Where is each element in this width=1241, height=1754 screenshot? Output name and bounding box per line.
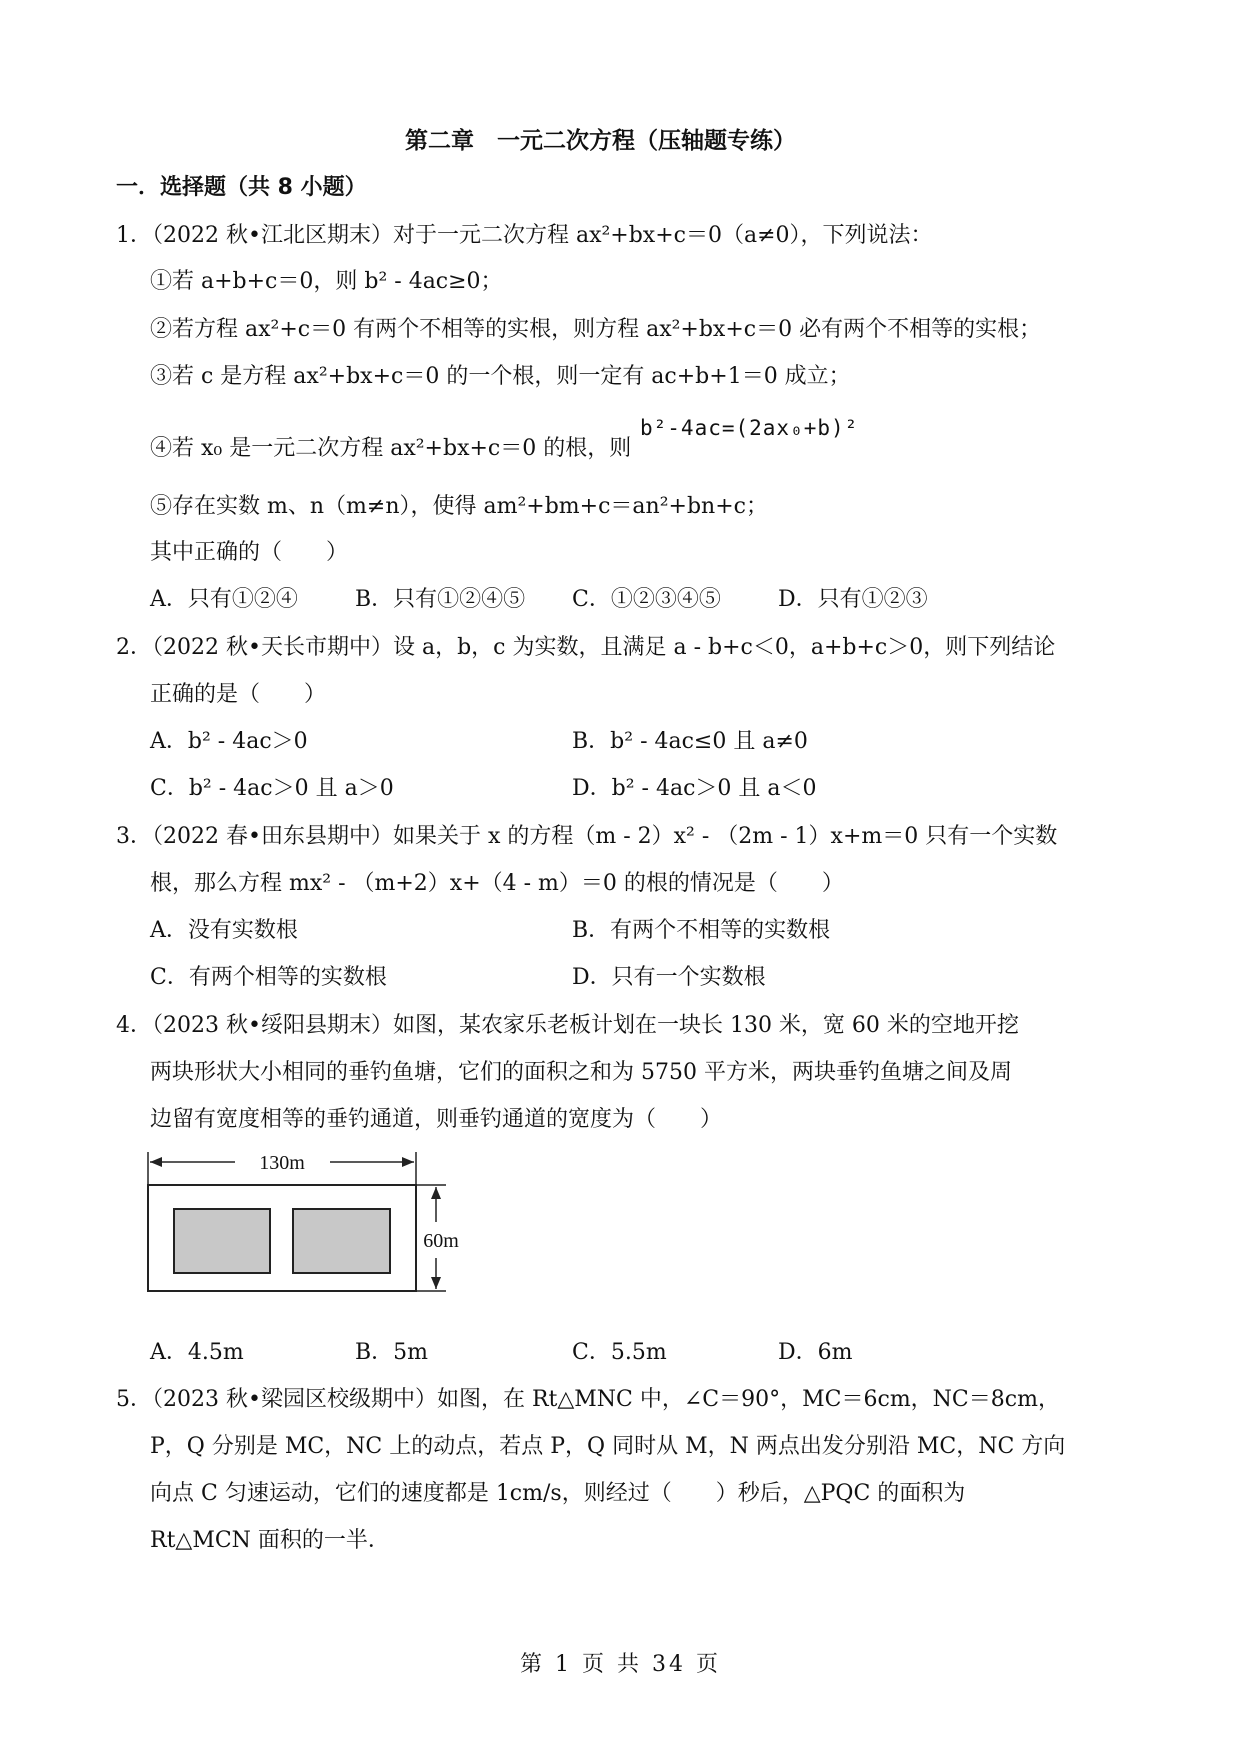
question-2-stem-line-2: 正确的是（ ） xyxy=(150,682,327,707)
question-4-stem-line-2: 两块形状大小相同的垂钓鱼塘，它们的面积之和为 5750 平方米，两块垂钓鱼塘之间及周 xyxy=(150,1060,1012,1085)
question-1-statement-1: ①若 a+b+c＝0，则 b² - 4ac≥0； xyxy=(150,269,503,294)
height-label: 60m xyxy=(423,1230,459,1252)
question-5-stem-line-1: 5．（2023 秋•梁园区校级期中）如图，在 Rt△MNC 中，∠C＝90°，MC＝6cm，NC＝8cm， xyxy=(116,1387,1060,1412)
question-1-option-b: B．只有①②④⑤ xyxy=(355,587,526,612)
question-5-stem-line-4: Rt△MCN 面积的一半． xyxy=(150,1528,390,1553)
question-1-option-a: A．只有①②④ xyxy=(150,587,298,612)
question-1-option-c: C．①②③④⑤ xyxy=(572,587,721,612)
page-number: 第 1 页 共 34 页 xyxy=(520,1652,721,1677)
section-heading: 一．选择题（共 8 小题） xyxy=(116,175,367,200)
question-3-stem-line-1: 3．（2022 春•田东县期中）如果关于 x 的方程（m - 2）x² - （2m - 1）x+m＝0 只有一个实数 xyxy=(116,824,1058,849)
question-3-option-c: C．有两个相等的实数根 xyxy=(150,965,387,990)
question-1-statement-2: ②若方程 ax²+c＝0 有两个不相等的实根，则方程 ax²+bx+c＝0 必有两个不相等的实根； xyxy=(150,317,1042,342)
question-3-stem-line-2: 根，那么方程 mx² - （m+2）x+（4 - m）＝0 的根的情况是（ ） xyxy=(150,871,844,896)
question-4-option-d: D．6m xyxy=(778,1340,853,1365)
question-5-stem-line-3: 向点 C 匀速运动，它们的速度都是 1cm/s，则经过（ ）秒后，△PQC 的面积为 xyxy=(150,1481,966,1506)
question-2-option-b: B．b² - 4ac≤0 且 a≠0 xyxy=(572,729,808,754)
question-3-option-a: A．没有实数根 xyxy=(150,918,298,943)
question-1-statement-3: ③若 c 是方程 ax²+bx+c＝0 的一个根，则一定有 ac+b+1＝0 成立； xyxy=(150,364,851,389)
question-1-ask: 其中正确的（ ） xyxy=(150,540,349,565)
question-5-stem-line-2: P，Q 分别是 MC，NC 上的动点，若点 P，Q 同时从 M，N 两点出发分别沿 MC，NC 方向 xyxy=(150,1434,1066,1459)
question-1-formula-image: b²-4ac=(2ax₀+b)² xyxy=(640,416,859,440)
arrow-down-icon xyxy=(431,1277,441,1289)
question-2-stem-line-1: 2．（2022 秋•天长市期中）设 a，b，c 为实数，且满足 a - b+c＜0，a+b+c＞0，则下列结论 xyxy=(116,635,1056,660)
question-4-stem-line-3: 边留有宽度相等的垂钓通道，则垂钓通道的宽度为（ ） xyxy=(150,1107,723,1132)
arrow-up-icon xyxy=(431,1187,441,1199)
question-2-option-c: C．b² - 4ac＞0 且 a＞0 xyxy=(150,776,394,801)
question-4-option-a: A．4.5m xyxy=(150,1340,244,1365)
question-1-statement-4: ④若 x₀ 是一元二次方程 ax²+bx+c＝0 的根，则 xyxy=(150,436,632,461)
arrow-left-icon xyxy=(150,1157,162,1167)
question-4-option-c: C．5.5m xyxy=(572,1340,667,1365)
question-2-option-d: D．b² - 4ac＞0 且 a＜0 xyxy=(572,776,817,801)
question-1-statement-5: ⑤存在实数 m、n（m≠n），使得 am²+bm+c＝an²+bn+c； xyxy=(150,494,768,519)
page-title: 第二章 一元二次方程（压轴题专练） xyxy=(405,128,796,154)
pond-left xyxy=(174,1209,270,1273)
width-label: 130m xyxy=(259,1152,305,1174)
fishpond-figure xyxy=(140,1140,470,1295)
question-3-option-d: D．只有一个实数根 xyxy=(572,965,766,990)
arrow-right-icon xyxy=(402,1157,414,1167)
question-4-stem-line-1: 4．（2023 秋•绥阳县期末）如图，某农家乐老板计划在一块长 130 米，宽 60 米的空地开挖 xyxy=(116,1013,1019,1038)
question-1-stem: 1．（2022 秋•江北区期末）对于一元二次方程 ax²+bx+c＝0（a≠0），下列说法： xyxy=(116,223,933,248)
question-2-option-a: A．b² - 4ac＞0 xyxy=(150,729,308,754)
pond-right xyxy=(293,1209,390,1273)
question-4-option-b: B．5m xyxy=(355,1340,429,1365)
question-1-option-d: D．只有①②③ xyxy=(778,587,928,612)
question-3-option-b: B．有两个不相等的实数根 xyxy=(572,918,831,943)
